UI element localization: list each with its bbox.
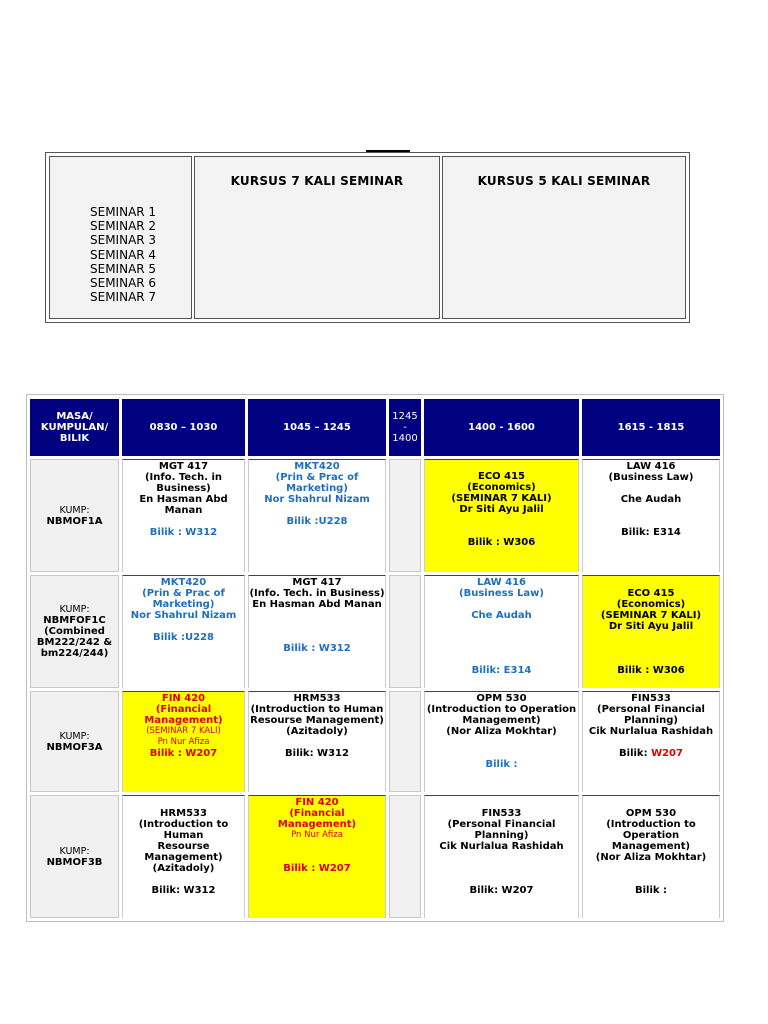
course-line: (Business Law) — [459, 588, 544, 599]
lecturer-name: (Nor Aliza Mokhtar) — [446, 726, 557, 737]
group-line: NBMOF1A — [46, 515, 103, 527]
course-code: MKT420 — [160, 577, 207, 588]
course-code: MKT420 — [294, 461, 340, 472]
header-line: 1400 — [392, 433, 418, 444]
class-cell-seminar-7 — [424, 459, 579, 572]
seminar-item: SEMINAR 6 — [90, 276, 157, 291]
course-code: ECO 415 — [477, 471, 526, 482]
course-line: (Business Law) — [608, 472, 694, 483]
course-code: MGT 417 — [158, 461, 209, 472]
course-line: Resourse Management) — [144, 841, 223, 863]
break-cell — [389, 575, 421, 688]
room-prefix: Bilik: — [619, 748, 648, 759]
room-label: Bilik : — [485, 759, 518, 770]
seminar-item: SEMINAR 2 — [90, 219, 157, 234]
legend-7-kali-cell — [194, 156, 440, 319]
legend-5-kali-heading: KURSUS 5 KALI SEMINAR — [477, 174, 651, 188]
course-code: FIN 420 — [161, 693, 206, 704]
course-line: (Personal Financial Planning) — [447, 819, 556, 841]
course-line: (Info. Tech. in — [144, 472, 223, 483]
class-cell — [582, 691, 720, 792]
course-line: Business) — [156, 483, 211, 494]
course-line: (Financial — [289, 808, 345, 819]
course-code: OPM 530 — [625, 808, 677, 819]
header-slot-1400: 1400 - 1600 — [424, 399, 579, 456]
course-line: (Introduction to Operation — [606, 819, 696, 841]
lecturer-name: Pn Nur Afiza — [157, 737, 210, 747]
group-line: KUMP: — [59, 604, 90, 615]
course-line: (Personal Financial — [597, 704, 705, 715]
seminar-item: SEMINAR 1 — [90, 205, 157, 219]
room-label: Bilik: E314 — [621, 527, 681, 538]
header-slot-1045: 1045 – 1245 — [248, 399, 386, 456]
room-label: Bilik : W306 — [617, 665, 685, 676]
course-line: (Introduction to Operation — [426, 704, 577, 715]
course-code: FIN533 — [631, 693, 671, 704]
timetable — [26, 394, 724, 922]
lecturer-name: En Hasman Abd Manan — [139, 494, 228, 516]
course-code: OPM 530 — [476, 693, 527, 704]
room-label: Bilik :U228 — [152, 632, 215, 643]
seminar-item: SEMINAR 5 — [90, 261, 157, 276]
lecturer-name: (Azitadoly) — [152, 863, 215, 874]
course-line: (Financial — [155, 704, 212, 715]
legend-7-kali-heading: KURSUS 7 KALI SEMINAR — [230, 174, 404, 188]
header-line: KUMPULAN/ — [40, 422, 109, 433]
course-line: (Economics) — [467, 482, 536, 493]
lecturer-name: Cik Nurlalua Rashidah — [439, 841, 564, 852]
room-label: Bilik :U228 — [286, 516, 348, 527]
header-slot-1615: 1615 - 1815 — [582, 399, 720, 456]
header-break-slot — [389, 399, 421, 456]
lecturer-name: Dr Siti Ayu Jalil — [608, 621, 694, 632]
seminar-legend-table — [45, 152, 690, 323]
seminar-item: SEMINAR 4 — [90, 247, 157, 262]
class-cell — [424, 691, 579, 792]
course-line: (Economics) — [616, 599, 686, 610]
class-cell — [582, 459, 720, 572]
header-slot-0830: 0830 – 1030 — [122, 399, 245, 456]
room-number: W207 — [651, 748, 683, 759]
room-label: Bilik : W207 — [283, 863, 351, 874]
room-label: Bilik: W312 — [151, 885, 216, 896]
lecturer-name: En Hasman Abd Manan — [252, 599, 382, 610]
lecturer-name: (Azitadoly) — [286, 726, 348, 737]
course-code: MGT 417 — [292, 577, 342, 588]
seminar-tag: (SEMINAR 7 KALI) — [146, 726, 221, 736]
course-line: (Introduction to Human — [250, 704, 384, 715]
seminar-item: SEMINAR 7 — [90, 290, 157, 305]
class-cell — [122, 575, 245, 688]
group-line: bm224/244) — [40, 648, 109, 659]
lecturer-name: (Nor Aliza Mokhtar) — [595, 852, 707, 863]
course-line: Management) — [462, 715, 541, 726]
class-cell-seminar-7 — [122, 691, 245, 792]
lecturer-name: Che Audah — [620, 494, 682, 505]
course-line: Planning) — [623, 715, 679, 726]
course-code: LAW 416 — [626, 461, 676, 472]
group-line: KUMP: — [59, 504, 90, 516]
break-cell — [389, 459, 421, 572]
course-line: Marketing) — [152, 599, 215, 610]
room-label: Bilik: W312 — [285, 748, 349, 759]
course-code: FIN 420 — [295, 797, 339, 808]
class-cell — [424, 575, 579, 688]
room-label: Bilik : — [634, 885, 668, 896]
course-code: LAW 416 — [476, 577, 527, 588]
lecturer-name: Nor Shahrul Nizam — [264, 494, 370, 505]
class-cell — [248, 795, 386, 918]
course-code: ECO 415 — [627, 588, 675, 599]
lecturer-name: Cik Nurlalua Rashidah — [588, 726, 714, 737]
class-cell — [248, 691, 386, 792]
seminar-tag: (SEMINAR 7 KALI) — [600, 610, 702, 621]
course-code: HRM533 — [160, 808, 207, 819]
class-cell — [248, 575, 386, 688]
group-line: KUMP: — [59, 845, 90, 857]
group-label-nbmfof1c — [30, 575, 119, 688]
room-label: Bilik : W312 — [283, 643, 351, 654]
course-line: (Prin & Prac of — [142, 588, 225, 599]
class-cell — [122, 795, 245, 918]
header-line: - — [403, 422, 407, 433]
break-cell — [389, 795, 421, 918]
class-cell-seminar-7 — [582, 575, 720, 688]
class-cell — [582, 795, 720, 918]
group-line: BM222/242 & — [36, 637, 113, 648]
group-line: NBMOF3A — [46, 741, 103, 753]
course-line: Management) — [144, 715, 223, 726]
lecturer-name: Dr Siti Ayu Jalil — [459, 504, 544, 515]
seminar-list — [90, 205, 156, 304]
room-label: Bilik: E314 — [471, 665, 532, 676]
course-line: Resourse Management) — [250, 715, 384, 726]
room-label: Bilik : W207 — [149, 748, 218, 759]
group-line: KUMP: — [59, 730, 90, 742]
lecturer-name: Pn Nur Afiza — [291, 830, 343, 840]
course-code: HRM533 — [293, 693, 341, 704]
seminar-item: SEMINAR 3 — [90, 233, 157, 248]
group-label-nbmof3a — [30, 691, 119, 792]
course-line: Management) — [611, 841, 691, 852]
course-line: (Prin & Prac of Marketing) — [275, 472, 359, 494]
group-label-nbmof1a — [30, 459, 119, 572]
group-line: NBMFOF1C — [43, 615, 106, 626]
header-line: 1245 — [392, 411, 418, 422]
legend-5-kali-cell — [442, 156, 686, 319]
group-line: (Combined — [44, 626, 105, 637]
room-label — [583, 748, 719, 759]
group-line: NBMOF3B — [46, 856, 103, 868]
class-cell — [248, 459, 386, 572]
room-label: Bilik : W306 — [467, 537, 536, 548]
legend-seminar-list-cell — [49, 156, 192, 319]
room-label: Bilik : W312 — [149, 527, 218, 538]
header-line: BILIK — [59, 433, 90, 444]
class-cell — [122, 459, 245, 572]
seminar-tag: (SEMINAR 7 KALI) — [451, 493, 552, 504]
class-cell — [424, 795, 579, 918]
course-line: (Introduction to Human — [138, 819, 229, 841]
course-code: FIN533 — [481, 808, 522, 819]
header-masa-kumpulan-bilik — [30, 399, 119, 456]
room-label: Bilik: W207 — [469, 885, 534, 896]
header-line: MASA/ — [56, 411, 93, 422]
lecturer-name: Che Audah — [471, 610, 532, 621]
course-line: (Info. Tech. in Business) — [249, 588, 385, 599]
break-cell — [389, 691, 421, 792]
lecturer-name: Nor Shahrul Nizam — [130, 610, 237, 621]
group-label-nbmof3b — [30, 795, 119, 918]
course-line: Management) — [277, 819, 357, 830]
